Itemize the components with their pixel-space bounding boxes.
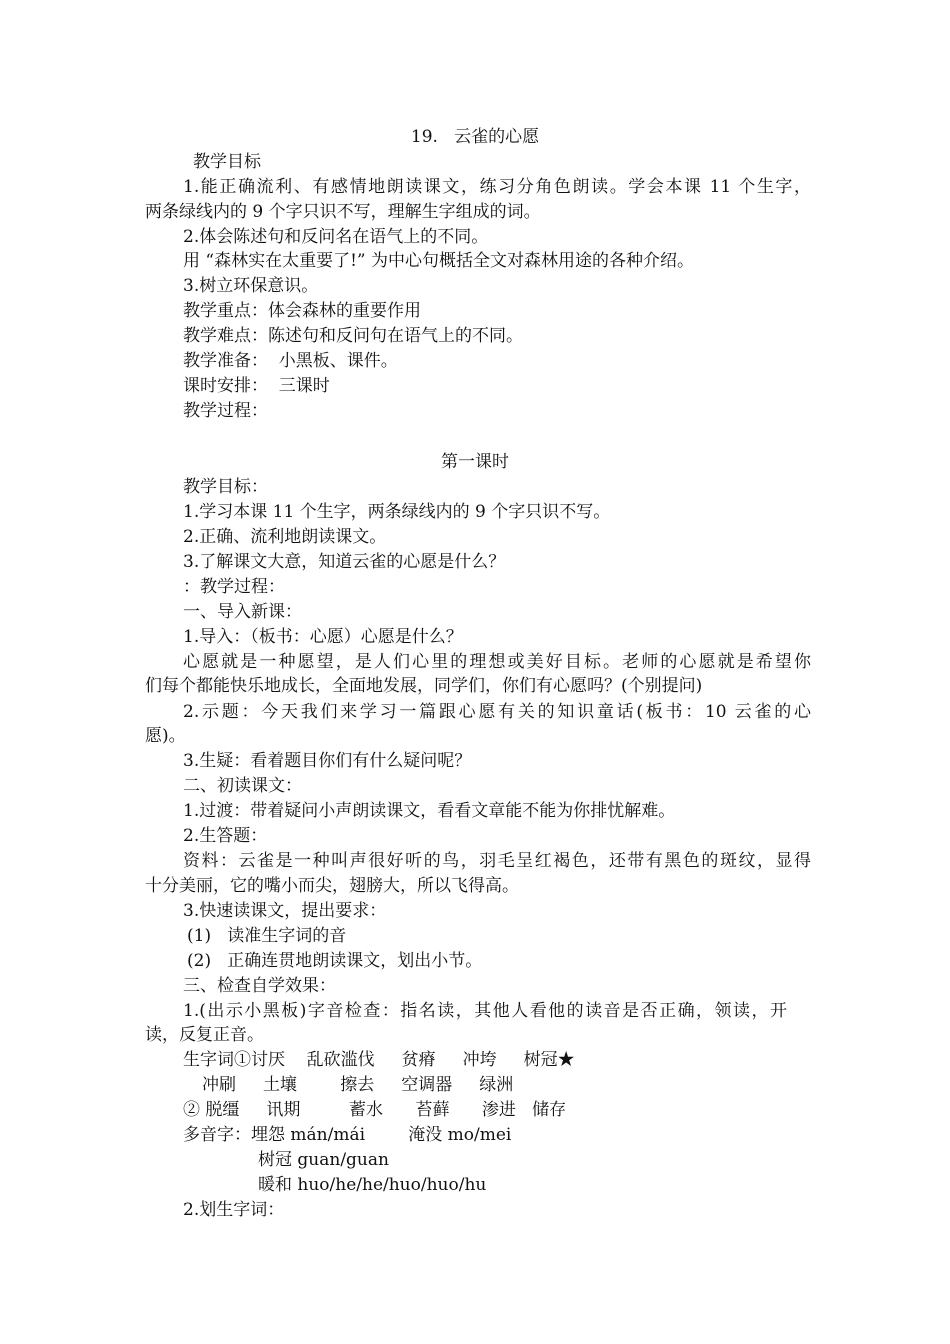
- text-line: 两条绿线内的 9 个字只识不写，理解生字组成的词。: [145, 202, 541, 222]
- text-line: 读，反复正音。: [145, 1025, 264, 1045]
- text-line: 十分美丽，它的嘴小而尖，翅膀大，所以飞得高。: [145, 876, 519, 896]
- text-line: 资料：云雀是一种叫声很好听的鸟，羽毛呈红褐色，还带有黑色的斑纹，显得: [183, 851, 811, 871]
- text-line: 教学准备： 小黑板、课件。: [183, 351, 398, 371]
- text-line: 教学过程：: [183, 401, 268, 421]
- text-line: 用 “森林实在太重要了!” 为中心句概括全文对森林用途的各种介绍。: [183, 251, 695, 271]
- text-line: 冲刷 土壤 擦去 空调器 绿洲: [202, 1075, 514, 1095]
- text-line: 3.树立环保意识。: [183, 276, 319, 296]
- text-line: 一、导入新课：: [183, 602, 302, 622]
- text-line: 2.示题：今天我们来学习一篇跟心愿有关的知识童话(板书：10 云雀的心: [183, 702, 811, 722]
- text-line: 教学目标: [193, 152, 261, 172]
- text-line: 3.快速读课文，提出要求：: [183, 901, 387, 921]
- text-line: 1.学习本课 11 个生字，两条绿线内的 9 个字只识不写。: [183, 502, 611, 522]
- text-line: ② 脱缰 讯期 蓄水 苔藓 渗进 储存: [183, 1100, 567, 1120]
- text-line: 教学难点：陈述句和反问句在语气上的不同。: [183, 326, 523, 346]
- text-line: 课时安排： 三课时: [183, 376, 330, 396]
- text-line: 2.生答题：: [183, 826, 268, 846]
- text-line: 生字词①讨厌 乱砍滥伐 贫瘠 冲垮 树冠★: [183, 1050, 575, 1070]
- text-line: ：教学过程：: [183, 577, 285, 597]
- text-line: 愿)。: [145, 726, 186, 746]
- text-line: 3.生疑：看着题目你们有什么疑问呢？: [183, 751, 472, 771]
- text-line: 多音字：埋怨 mán/mái 淹没 mo/mei: [183, 1125, 512, 1145]
- text-line: 1.导入：（板书：心愿）心愿是什么？: [183, 627, 463, 647]
- text-line: 教学目标：: [183, 477, 268, 497]
- text-line: (1) 读准生字词的音: [187, 926, 347, 946]
- text-line: 二、初读课文：: [183, 776, 302, 796]
- text-line: 三、检查自学效果：: [183, 976, 336, 996]
- text-line: 2.体会陈述句和反问名在语气上的不同。: [183, 227, 489, 247]
- text-line: 1.过渡：带着疑问小声朗读课文，看看文章能不能为你排忧解难。: [183, 801, 676, 821]
- text-line: 们每个都能快乐地成长，全面地发展，同学们，你们有心愿吗？(个别提问): [145, 676, 703, 696]
- text-line: 暖和 huo/he/he/huo/huo/hu: [258, 1175, 487, 1195]
- text-line: 2.正确、流利地朗读课文。: [183, 527, 387, 547]
- text-line: 3.了解课文大意，知道云雀的心愿是什么？: [183, 552, 506, 572]
- text-line: 2.划生字词：: [183, 1200, 285, 1220]
- lesson-title: 19. 云雀的心愿: [410, 127, 540, 147]
- section-heading: 第一课时: [441, 452, 509, 472]
- text-line: 教学重点：体会森林的重要作用: [183, 301, 421, 321]
- text-line: (2) 正确连贯地朗读课文，划出小节。: [187, 951, 483, 971]
- text-line: 心愿就是一种愿望，是人们心里的理想或美好目标。老师的心愿就是希望你: [183, 652, 811, 672]
- text-line: 树冠 guan/guan: [258, 1150, 389, 1170]
- text-line: 1.(出示小黑板)字音检查：指名读，其他人看他的读音是否正确，领读，开: [183, 1001, 787, 1021]
- text-line: 1.能正确流利、有感情地朗读课文，练习分角色朗读。学会本课 11 个生字，: [183, 177, 811, 197]
